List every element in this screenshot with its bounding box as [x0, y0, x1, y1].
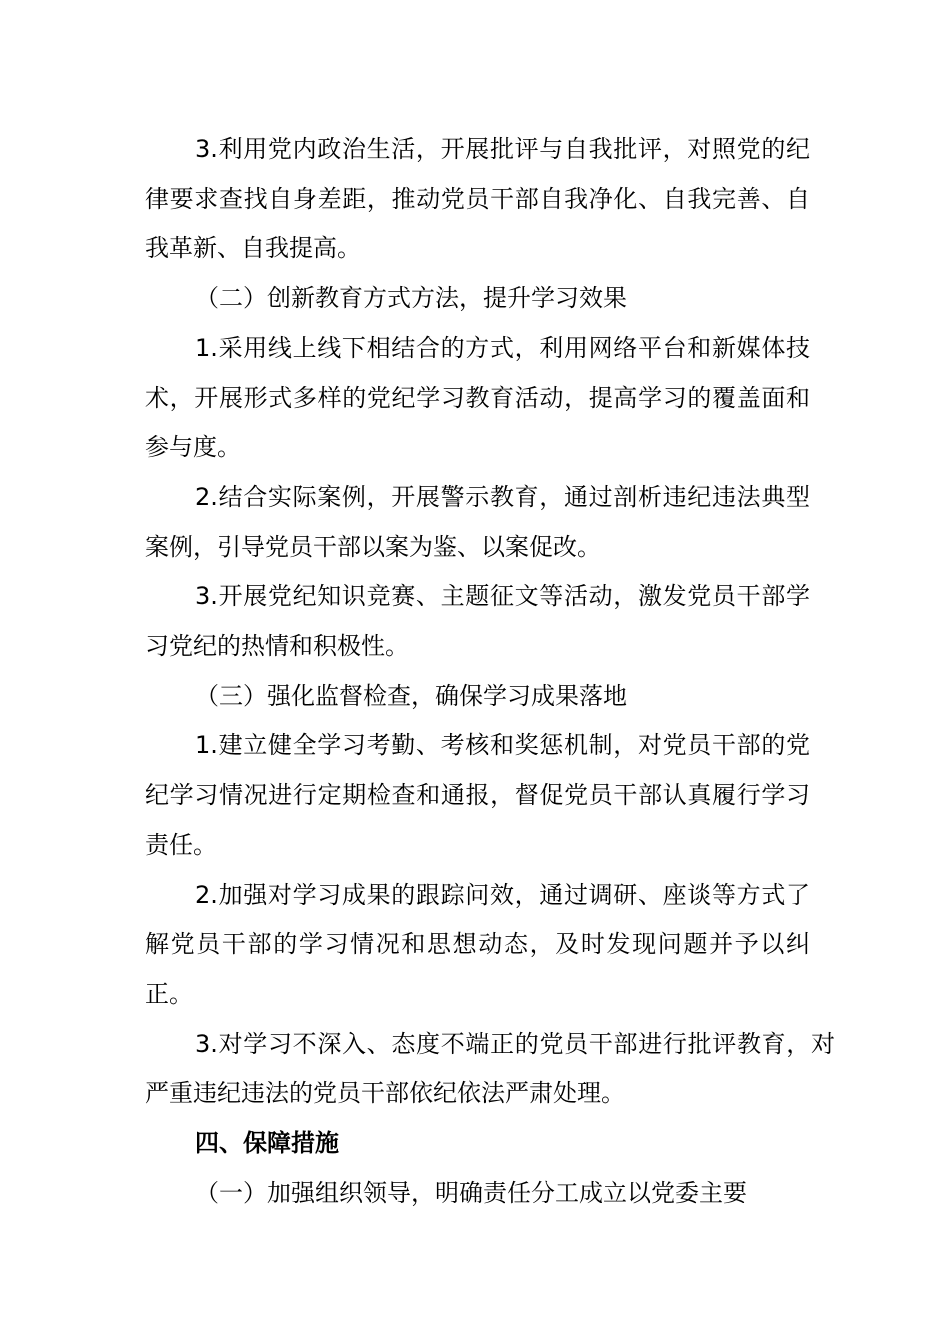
- paragraph-9: 3.对学习不深入、态度不端正的党员干部进行批评教育，对严重违纪违法的党员干部依纪依法严肃处理。: [145, 1029, 835, 1108]
- paragraph-3: 1.采用线上线下相结合的方式，利用网络平台和新媒体技术，开展形式多样的党纪学习教育活动，提高学习的覆盖面和参与度。: [145, 333, 810, 462]
- paragraph-4: 2.结合实际案例，开展警示教育，通过剖析违纪违法典型案例，引导党员干部以案为鉴、以案促改。: [145, 482, 810, 561]
- chapter-heading-4: 四、保障措施: [195, 1129, 339, 1158]
- section-heading-2: （二）创新教育方式方法，提升学习效果: [195, 284, 627, 313]
- paragraph-11: （一）加强组织领导，明确责任分工成立以党委主要: [195, 1178, 747, 1207]
- paragraph-7: 1.建立健全学习考勤、考核和奖惩机制，对党员干部的党纪学习情况进行定期检查和通报，督促党员干部认真履行学习责任。: [145, 731, 810, 859]
- document-page: [145, 125, 835, 1218]
- section-heading-3: （三）强化监督检查，确保学习成果落地: [195, 681, 627, 710]
- paragraph-5: 3.开展党纪知识竞赛、主题征文等活动，激发党员干部学习党纪的热情和积极性。: [145, 582, 810, 661]
- paragraph-1: 3.利用党内政治生活，开展批评与自我批评，对照党的纪律要求查找自身差距，推动党员干部自我净化、自我完善、自我革新、自我提高。: [145, 135, 810, 263]
- paragraph-8: 2.加强对学习成果的跟踪问效，通过调研、座谈等方式了解党员干部的学习情况和思想动态，及时发现问题并予以纠正。: [145, 880, 810, 1008]
